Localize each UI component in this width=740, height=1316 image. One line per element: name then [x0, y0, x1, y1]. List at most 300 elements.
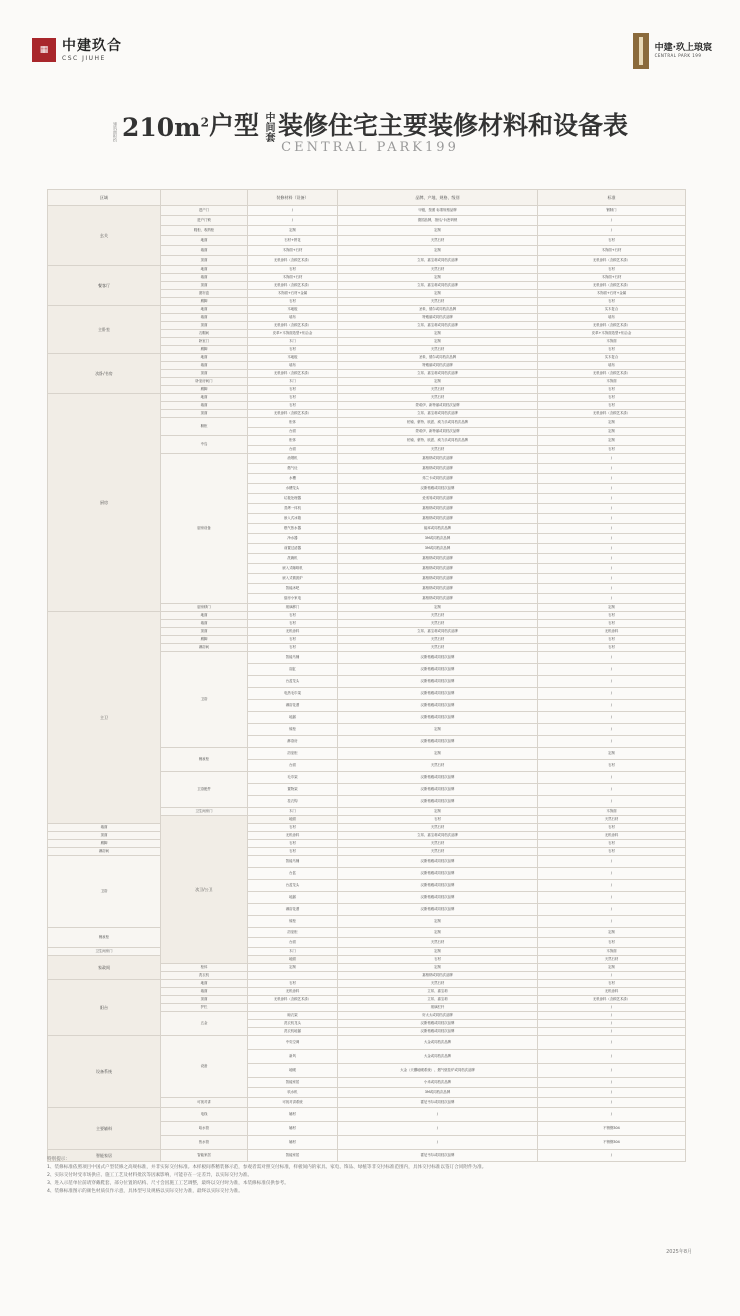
space-cell: 中岛: [161, 436, 248, 454]
brand-cell: /: [338, 1136, 538, 1150]
title-small: 中间套: [263, 112, 274, 142]
item-cell: 台盆: [248, 868, 338, 880]
standard-cell: /: [538, 1004, 686, 1012]
brand-cell: 能率或同档次品牌: [338, 524, 538, 534]
item-cell: 蒸烤一体机: [248, 504, 338, 514]
standard-cell: 石材: [538, 266, 686, 274]
project-name-cn: 中建·玖上琅宸: [654, 43, 712, 54]
brand-cell: 立邦、嘉宝莉或同档次品牌: [338, 832, 538, 840]
notes-line: 4、装修标准图示的颜色材质仅作示意，具体型号及规格以实际交付为准，最终以实际交付为准。: [47, 1189, 243, 1194]
space-cell: 护栏: [161, 1004, 248, 1012]
brand-cell: 汉斯格雅或同档次品牌: [338, 868, 538, 880]
standard-cell: 无机涂料: [538, 832, 686, 840]
standard-cell: /: [538, 880, 686, 892]
brand-cell: 定制: [338, 948, 538, 956]
item-cell: 浴室柜: [248, 928, 338, 938]
item-cell: 定制: [248, 226, 338, 236]
brand-logo-right: [633, 33, 712, 69]
item-cell: 墙布: [248, 362, 338, 370]
space-cell: 鞋柜、收纳柜: [161, 226, 248, 236]
brand-cell: 玻璃栏杆: [338, 1004, 538, 1012]
standard-cell: 木饰面: [538, 378, 686, 386]
space-cell: 墙面: [161, 274, 248, 282]
brand-cell: 天然石材: [338, 446, 538, 454]
standard-cell: /: [538, 524, 686, 534]
brand-cell: 甲级，按照 标准规格品牌: [338, 206, 538, 216]
item-cell: 台盆龙头: [248, 676, 338, 688]
item-cell: 台面: [248, 760, 338, 772]
brand-cell: 嘉格纳或同档次品牌: [338, 504, 538, 514]
brand-cell: 汉斯格雅或同档次品牌: [338, 664, 538, 676]
space-cell: 进户门: [161, 206, 248, 216]
item-cell: 辅材: [248, 1136, 338, 1150]
item-cell: 智能马桶: [248, 856, 338, 868]
standard-cell: 墙布: [538, 314, 686, 322]
brand-cell: 汉斯格雅或同档次品牌: [338, 652, 538, 664]
standard-cell: /: [538, 652, 686, 664]
standard-cell: 定制: [538, 928, 686, 938]
item-cell: 无机涂料（含顾艺术漆）: [248, 996, 338, 1004]
table-row: [48, 832, 686, 840]
space-cell: 洗衣机: [161, 972, 248, 980]
materials-table: [47, 189, 686, 1162]
brand-cell: 嘉格纳或同档次品牌: [338, 594, 538, 604]
brand-cell: 立邦、嘉宝莉: [338, 996, 538, 1004]
item-cell: 石材: [338, 956, 538, 964]
brand-cell: 汉斯格雅或同档次品牌: [338, 772, 538, 784]
item-cell: 水槽: [248, 474, 338, 484]
standard-cell: /: [538, 712, 686, 724]
space-cell: 踢脚: [161, 346, 248, 354]
space-cell: 智能家居: [161, 1150, 248, 1162]
standard-cell: /: [538, 1108, 686, 1122]
space-cell: 卫生间房门: [161, 808, 248, 816]
table-row: [48, 840, 686, 848]
brand-cell: 柏镜、豪特、欧派、威力乐或同档次品牌: [338, 436, 538, 446]
brand-cell: 汉斯格雅或同档次品牌: [338, 796, 538, 808]
item-cell: 智能冰吧: [248, 584, 338, 594]
space-cell: 顶面: [161, 282, 248, 290]
brand-cell: 天然石材: [338, 236, 538, 246]
standard-cell: /: [538, 1012, 686, 1020]
item-cell: 石材: [338, 816, 538, 824]
space-cell: 顶面: [161, 410, 248, 418]
table-row: [48, 824, 686, 832]
brand-name-en: CSC JIUHE: [62, 54, 106, 62]
item-cell: 毛巾架: [248, 772, 338, 784]
area-cell: 餐客厅: [48, 266, 161, 306]
item-cell: 嵌入式冰箱: [248, 514, 338, 524]
item-cell: 木门: [248, 808, 338, 816]
standard-cell: /: [538, 1050, 686, 1064]
standard-cell: /: [538, 514, 686, 524]
brand-cell: 3M或同档次品牌: [338, 544, 538, 554]
space-cell: 地面: [248, 816, 338, 824]
item-cell: 挂衣钩: [248, 796, 338, 808]
standard-cell: /: [538, 1098, 686, 1108]
brand-cell: /: [338, 1122, 538, 1136]
brand-cell: 圣象、德尔或同档次品牌: [338, 306, 538, 314]
space-cell: 厨房移门: [161, 604, 248, 612]
item-cell: 晾衣架: [248, 1012, 338, 1020]
standard-cell: /: [538, 736, 686, 748]
item-cell: 石材+拼花: [248, 236, 338, 246]
standard-cell: 石材: [538, 446, 686, 454]
brand-cell: 天然石材: [338, 636, 538, 644]
brand-cell: 汉斯格雅或同档次品牌: [338, 712, 538, 724]
item-cell: 木地板: [248, 354, 338, 362]
standard-cell: 不锈钢304: [538, 1122, 686, 1136]
item-cell: 台盆龙头: [248, 880, 338, 892]
brand-cell: 立邦、嘉宝莉或同档次品牌: [338, 370, 538, 378]
brand-cell: 定制: [338, 378, 538, 386]
standard-cell: 木饰面+石材: [538, 274, 686, 282]
standard-cell: /: [538, 1150, 686, 1162]
brand-cell: 立邦、嘉宝莉或同档次品牌: [338, 410, 538, 418]
item-cell: 石材: [248, 620, 338, 628]
brand-cell: 弗兰卡或同档次品牌: [338, 474, 538, 484]
standard-cell: /: [538, 868, 686, 880]
standard-cell: 定制: [538, 428, 686, 436]
brand-cell: 德国品牌，指纹/卡/密码锁: [338, 216, 538, 226]
standard-cell: 石材: [538, 236, 686, 246]
item-cell: 智能家居: [248, 1150, 338, 1162]
standard-cell: 定制: [538, 604, 686, 612]
brand-cell: 天然石材: [338, 980, 538, 988]
item-cell: 石材: [248, 386, 338, 394]
standard-cell: 无机涂料（含顾艺术漆）: [538, 370, 686, 378]
space-cell: 墙面: [161, 246, 248, 256]
item-cell: 洗衣机地漏: [248, 1028, 338, 1036]
brand-cell: 大金（天棚地暖系统）、燃气壁挂炉或同档次品牌: [338, 1064, 538, 1078]
standard-cell: 木饰面: [538, 808, 686, 816]
brand-cell: 汉斯格雅或同档次品牌: [338, 904, 538, 916]
item-cell: 无机涂料（含顾艺术漆）: [248, 322, 338, 330]
area-cell: 次卫/公卫: [161, 816, 248, 964]
standard-cell: /: [538, 484, 686, 494]
standard-cell: /: [538, 1088, 686, 1098]
item-cell: 洗衣机龙头: [248, 1020, 338, 1028]
notes-line: 1、装修标准依照项目中国式户型装修之高规标准，并非实际交付标准。本样板间系精装修示范，参观者需对照交付标准，样板间内的家具、家电、饰品、绿植等非交付标准范围内，具体交付标准以签订合同附件为准。: [47, 1165, 487, 1170]
header-standard: 标准: [538, 190, 686, 206]
standard-cell: /: [538, 474, 686, 484]
standard-cell: 石材: [538, 824, 686, 832]
brand-cell: 嘉格纳或同档次品牌: [338, 514, 538, 524]
item-cell: 无机涂料（含顾艺术漆）: [248, 410, 338, 418]
space-cell: 进户门锁: [161, 216, 248, 226]
brand-cell: 汉斯格雅或同档次品牌: [338, 676, 538, 688]
standard-cell: 石材: [538, 848, 686, 856]
brand-cell: 天然石材: [538, 816, 686, 824]
space-cell: 柜体: [161, 964, 248, 972]
space-cell: 地面: [161, 354, 248, 362]
item-cell: 皮革+木饰面造型+铝合金: [248, 330, 338, 338]
standard-cell: 石材: [538, 386, 686, 394]
brand-cell: 立邦、嘉宝莉或同档次品牌: [338, 628, 538, 636]
table-row: [48, 1036, 686, 1050]
standard-cell: 实木复合: [538, 306, 686, 314]
standard-cell: /: [538, 574, 686, 584]
brand-cell: 大金或同档次品牌: [338, 1050, 538, 1064]
brand-cell: 立邦、嘉宝莉: [338, 988, 538, 996]
area-cell: 主卧室: [48, 306, 161, 354]
area-cell: 主要辅料: [48, 1108, 161, 1150]
standard-cell: /: [538, 664, 686, 676]
standard-cell: 木饰面+石材: [538, 246, 686, 256]
space-cell: 顶面: [48, 832, 161, 840]
item-cell: 电热毛巾架: [248, 688, 338, 700]
space-cell: 地面: [248, 956, 338, 964]
standard-cell: 无机涂料（含顾艺术漆）: [538, 996, 686, 1004]
space-cell: 热水管: [161, 1136, 248, 1150]
space-cell: 窗帘盒: [161, 290, 248, 298]
space-cell: 顶面: [161, 370, 248, 378]
title-tag: 建筑面积约: [112, 122, 118, 142]
header-space: [161, 190, 248, 206]
standard-cell: /: [538, 688, 686, 700]
item-cell: 淋浴花洒: [248, 700, 338, 712]
brand-name-cn: 中建玖合: [62, 37, 122, 54]
brand-cell: 定制: [338, 290, 538, 298]
item-cell: 浴室柜: [248, 748, 338, 760]
standard-cell: /: [538, 904, 686, 916]
brand-cell: 蒙诺伊、新特丽或同档次品牌: [338, 428, 538, 436]
brand-cell: 特雅丽或同档次品牌: [338, 362, 538, 370]
brand-cell: 大金或同档次品牌: [338, 1036, 538, 1050]
space-cell: 踢脚: [161, 386, 248, 394]
item-cell: 地漏: [248, 892, 338, 904]
standard-cell: 石材: [538, 938, 686, 948]
item-cell: 厨房小家电: [248, 594, 338, 604]
standard-cell: 实木复合: [538, 354, 686, 362]
item-cell: 台面: [248, 938, 338, 948]
space-cell: 厨房设备: [161, 454, 248, 604]
standard-cell: /: [538, 464, 686, 474]
table-row: [48, 206, 686, 216]
table-row: [48, 306, 686, 314]
standard-cell: /: [538, 1036, 686, 1050]
brand-cell: 3M或同档次品牌: [338, 1088, 538, 1098]
standard-cell: 石材: [538, 298, 686, 306]
brand-cell: 定制: [338, 748, 538, 760]
brand-cell: 嘉格纳或同档次品牌: [338, 574, 538, 584]
brand-cell: 汉斯格雅或同档次品牌: [338, 1028, 538, 1036]
item-cell: /: [248, 206, 338, 216]
space-cell: 踢脚: [161, 298, 248, 306]
standard-cell: 定制: [538, 964, 686, 972]
standard-cell: 定制: [538, 748, 686, 760]
table-row: [48, 848, 686, 856]
header-area: 区域: [48, 190, 161, 206]
table-row: [48, 928, 686, 938]
standard-cell: 无机涂料（含顾艺术漆）: [538, 410, 686, 418]
table-row: [48, 612, 686, 620]
brand-cell: 霍尼韦尔或同档次品牌: [338, 1098, 538, 1108]
brand-cell: 天然石材: [338, 644, 538, 652]
title-unit: 户型: [208, 111, 259, 140]
space-cell: 顶面: [161, 996, 248, 1004]
brand-cell: 定制: [338, 274, 538, 282]
project-logo-icon: [633, 33, 649, 69]
item-cell: 智能马桶: [248, 652, 338, 664]
item-cell: 垃圾处理器: [248, 494, 338, 504]
brand-cell: 天然石材: [338, 840, 538, 848]
notes-heading: 特别提示：: [47, 1157, 70, 1162]
item-cell: 无机涂料: [248, 832, 338, 840]
standard-cell: /: [538, 584, 686, 594]
standard-cell: 石材: [538, 636, 686, 644]
item-cell: 嵌入式咖啡机: [248, 564, 338, 574]
area-cell: 家政间: [48, 956, 161, 980]
standard-cell: /: [538, 216, 686, 226]
standard-cell: 石材: [538, 394, 686, 402]
space-cell: 地面: [161, 306, 248, 314]
table-row: [48, 354, 686, 362]
area-cell: 次卧/书房: [48, 354, 161, 394]
brand-cell: 霍尼韦尔或同档次品牌: [338, 1150, 538, 1162]
item-cell: 镜柜: [248, 916, 338, 928]
item-cell: 石材: [248, 824, 338, 832]
item-cell: 柜体: [248, 436, 338, 446]
item-cell: 辅材: [248, 1108, 338, 1122]
brand-cell: 天然石材: [338, 760, 538, 772]
area-cell: 玄关: [48, 206, 161, 266]
space-cell: 地面: [161, 612, 248, 620]
standard-cell: 石材: [538, 402, 686, 410]
space-cell: 顶面: [161, 256, 248, 266]
item-cell: 石材: [248, 402, 338, 410]
item-cell: 地暖: [248, 1064, 338, 1078]
item-cell: /: [248, 216, 338, 226]
item-cell: 净水器: [248, 534, 338, 544]
item-cell: 无机涂料（含顾艺术漆）: [248, 256, 338, 266]
item-cell: 地漏: [248, 712, 338, 724]
space-cell: 踢脚: [161, 636, 248, 644]
standard-cell: 石材: [538, 980, 686, 988]
table-row: [48, 956, 686, 964]
standard-cell: 木饰面: [538, 338, 686, 346]
space-cell: 淋浴间: [161, 644, 248, 652]
item-cell: 置物架: [248, 784, 338, 796]
brand-cell: 好太太或同档次品牌: [338, 1012, 538, 1020]
brand-cell: 3M或同档次品牌: [338, 534, 538, 544]
table-row: [48, 856, 686, 868]
brand-cell: 定制: [338, 964, 538, 972]
table-row: [48, 948, 686, 956]
item-cell: 新风: [248, 1050, 338, 1064]
standard-cell: /: [538, 724, 686, 736]
title-area-size: $210m^2$: [121, 113, 209, 142]
standard-cell: /: [538, 564, 686, 574]
item-cell: 镜柜: [248, 724, 338, 736]
item-cell: 无机涂料: [248, 628, 338, 636]
standard-cell: 木饰面+石材+金属: [538, 290, 686, 298]
standard-cell: 钢制门: [538, 206, 686, 216]
space-cell: 卧室房间门: [161, 378, 248, 386]
standard-cell: /: [538, 972, 686, 980]
item-cell: 墙布: [248, 314, 338, 322]
brand-cell: 嘉格纳或同档次品牌: [338, 554, 538, 564]
standard-cell: 定制: [538, 436, 686, 446]
brand-cell: 圣象、德尔或同档次品牌: [338, 354, 538, 362]
space-cell: 卧室门: [161, 338, 248, 346]
item-cell: 木地板: [248, 306, 338, 314]
brand-cell: 嘉格纳或同档次品牌: [338, 564, 538, 574]
space-cell: 衣帽间: [161, 330, 248, 338]
standard-cell: /: [538, 494, 686, 504]
brand-cell: 柏镜、豪特、欧派、威力乐或同档次品牌: [338, 418, 538, 428]
standard-cell: 石材: [538, 760, 686, 772]
item-cell: 石材: [248, 394, 338, 402]
brand-cell: 天然石材: [338, 824, 538, 832]
brand-cell: 天然石材: [538, 956, 686, 964]
project-name-en: CENTRAL PARK 199: [654, 53, 702, 58]
table-row: [48, 980, 686, 988]
standard-cell: 无机涂料: [538, 988, 686, 996]
item-cell: 台面: [248, 428, 338, 436]
space-cell: 可视对讲: [161, 1098, 248, 1108]
item-cell: 石材: [248, 636, 338, 644]
brand-cell: 嘉格纳或同档次品牌: [338, 972, 538, 980]
brand-cell: 天然石材: [338, 620, 538, 628]
standard-cell: 皮革+木饰面造型+铝合金: [538, 330, 686, 338]
table-row: [48, 394, 686, 402]
space-cell: 墙面: [161, 988, 248, 996]
space-cell: 梳妆柜: [48, 928, 161, 948]
brand-cell: 汉斯格雅或同档次品牌: [338, 784, 538, 796]
table-row: [48, 1108, 686, 1122]
space-cell: 给水管: [161, 1122, 248, 1136]
brand-cell: 定制: [338, 724, 538, 736]
page-title: [0, 106, 740, 155]
standard-cell: /: [538, 1064, 686, 1078]
standard-cell: /: [538, 796, 686, 808]
brand-cell: 立邦、嘉宝莉或同档次品牌: [338, 282, 538, 290]
space-cell: 卫浴: [161, 652, 248, 748]
item-cell: 嵌入式微波炉: [248, 574, 338, 584]
standard-cell: 无机涂料: [538, 628, 686, 636]
brand-cell: 汉斯格雅或同档次品牌: [338, 688, 538, 700]
item-cell: 木饰面+石材: [248, 274, 338, 282]
item-cell: 水槽龙头: [248, 484, 338, 494]
brand-cell: 天然石材: [338, 612, 538, 620]
brand-cell: 汉斯格雅或同档次品牌: [338, 1020, 538, 1028]
item-cell: 石材: [248, 980, 338, 988]
standard-cell: /: [538, 454, 686, 464]
brand-cell: 汉斯格雅或同档次品牌: [338, 736, 538, 748]
item-cell: 石材: [248, 644, 338, 652]
header-material: 装修材料（设备）: [248, 190, 338, 206]
item-cell: 油烟机: [248, 454, 338, 464]
brand-cell: 定制: [338, 338, 538, 346]
item-cell: 石材: [248, 840, 338, 848]
standard-cell: /: [538, 856, 686, 868]
item-cell: 燃气热水器: [248, 524, 338, 534]
item-cell: [248, 972, 338, 980]
brand-cell: 定制: [338, 808, 538, 816]
space-cell: 卫生间房门: [48, 948, 161, 956]
brand-cell: 天然石材: [338, 298, 538, 306]
item-cell: 柜体: [248, 418, 338, 428]
standard-cell: /: [538, 916, 686, 928]
space-cell: 地面: [161, 394, 248, 402]
table-row: [48, 266, 686, 274]
item-cell: 无机涂料: [248, 988, 338, 996]
item-cell: 木饰面+石材: [248, 246, 338, 256]
item-cell: 淋浴房: [248, 736, 338, 748]
standard-cell: 无机涂料（含顾艺术漆）: [538, 256, 686, 266]
page-subtitle: CENTRAL PARK199: [281, 140, 459, 155]
